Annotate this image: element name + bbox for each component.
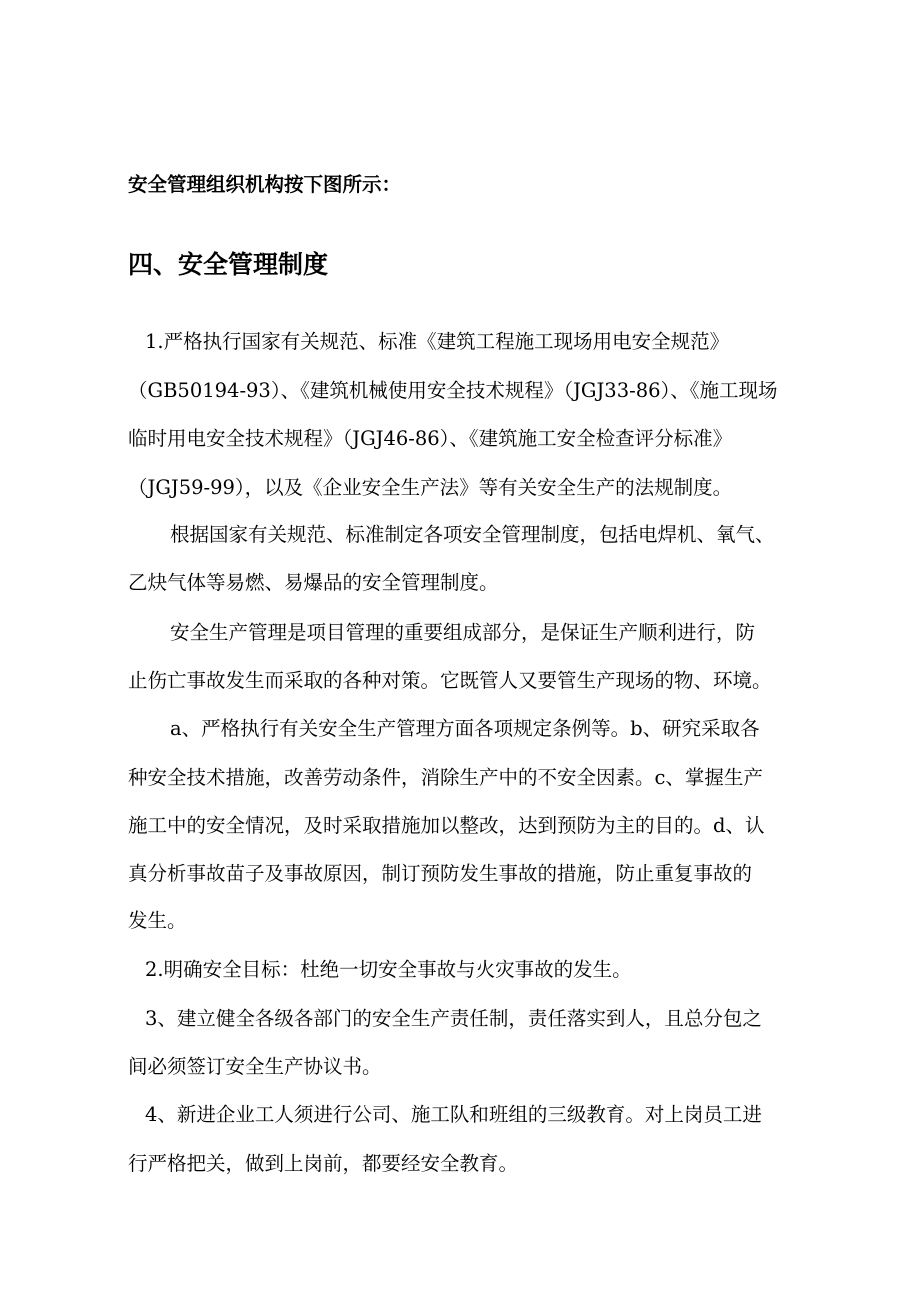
para5-line: 2.明确安全目标：杜绝一切安全事故与火灾事故的发生。 (145, 958, 632, 981)
para6-line-1: 3、建立健全各级各部门的安全生产责任制，责任落实到人，且总分包之 (145, 1007, 762, 1030)
para4-line-1: a、严格执行有关安全生产管理方面各项规定条例等。b、研究采取各 (170, 717, 760, 740)
para7-line-2: 行严格把关，做到上岗前，都要经安全教育。 (128, 1152, 519, 1175)
para1-line-2: （GB50194-93）、《建筑机械使用安全技术规程》（JGJ33-86）、《施工现场 (128, 379, 778, 402)
para2-line-2: 乙炔气体等易燃、易爆品的安全管理制度。 (128, 571, 499, 594)
para3-line-1: 安全生产管理是项目管理的重要组成部分，是保证生产顺利进行，防 (170, 621, 756, 644)
section-heading: 四、安全管理制度 (128, 250, 329, 279)
para4-line-2: 种安全技术措施，改善劳动条件，消除生产中的不安全因素。c、掌握生产 (128, 766, 763, 789)
para1-line-1: 1.严格执行国家有关规范、标准《建筑工程施工现场用电安全规范》 (145, 330, 730, 353)
para6-line-2: 间必须签订安全生产协议书。 (128, 1055, 382, 1078)
para4-line-4: 真分析事故苗子及事故原因，制订预防发生事故的措施，防止重复事故的 (128, 862, 753, 885)
para4-line-3: 施工中的安全情况，及时采取措施加以整改，达到预防为主的目的。d、认 (128, 814, 765, 837)
para7-line-1: 4、新进企业工人须进行公司、施工队和班组的三级教育。对上岗员工进 (145, 1103, 762, 1126)
para4-line-5: 发生。 (128, 909, 187, 932)
para3-line-2: 止伤亡事故发生而采取的各种对策。它既管人又要管生产现场的物、环境。 (128, 669, 772, 692)
para1-line-4: （JGJ59-99），以及《企业安全生产法》等有关安全生产的法规制度。 (128, 476, 733, 499)
para1-line-3: 临时用电安全技术规程》（JGJ46-86）、《建筑施工安全检查评分标准》 (128, 427, 733, 450)
para2-line-1: 根据国家有关规范、标准制定各项安全管理制度，包括电焊机、氧气、 (170, 523, 775, 546)
intro-text: 安全管理组织机构按下图所示： (128, 173, 402, 196)
